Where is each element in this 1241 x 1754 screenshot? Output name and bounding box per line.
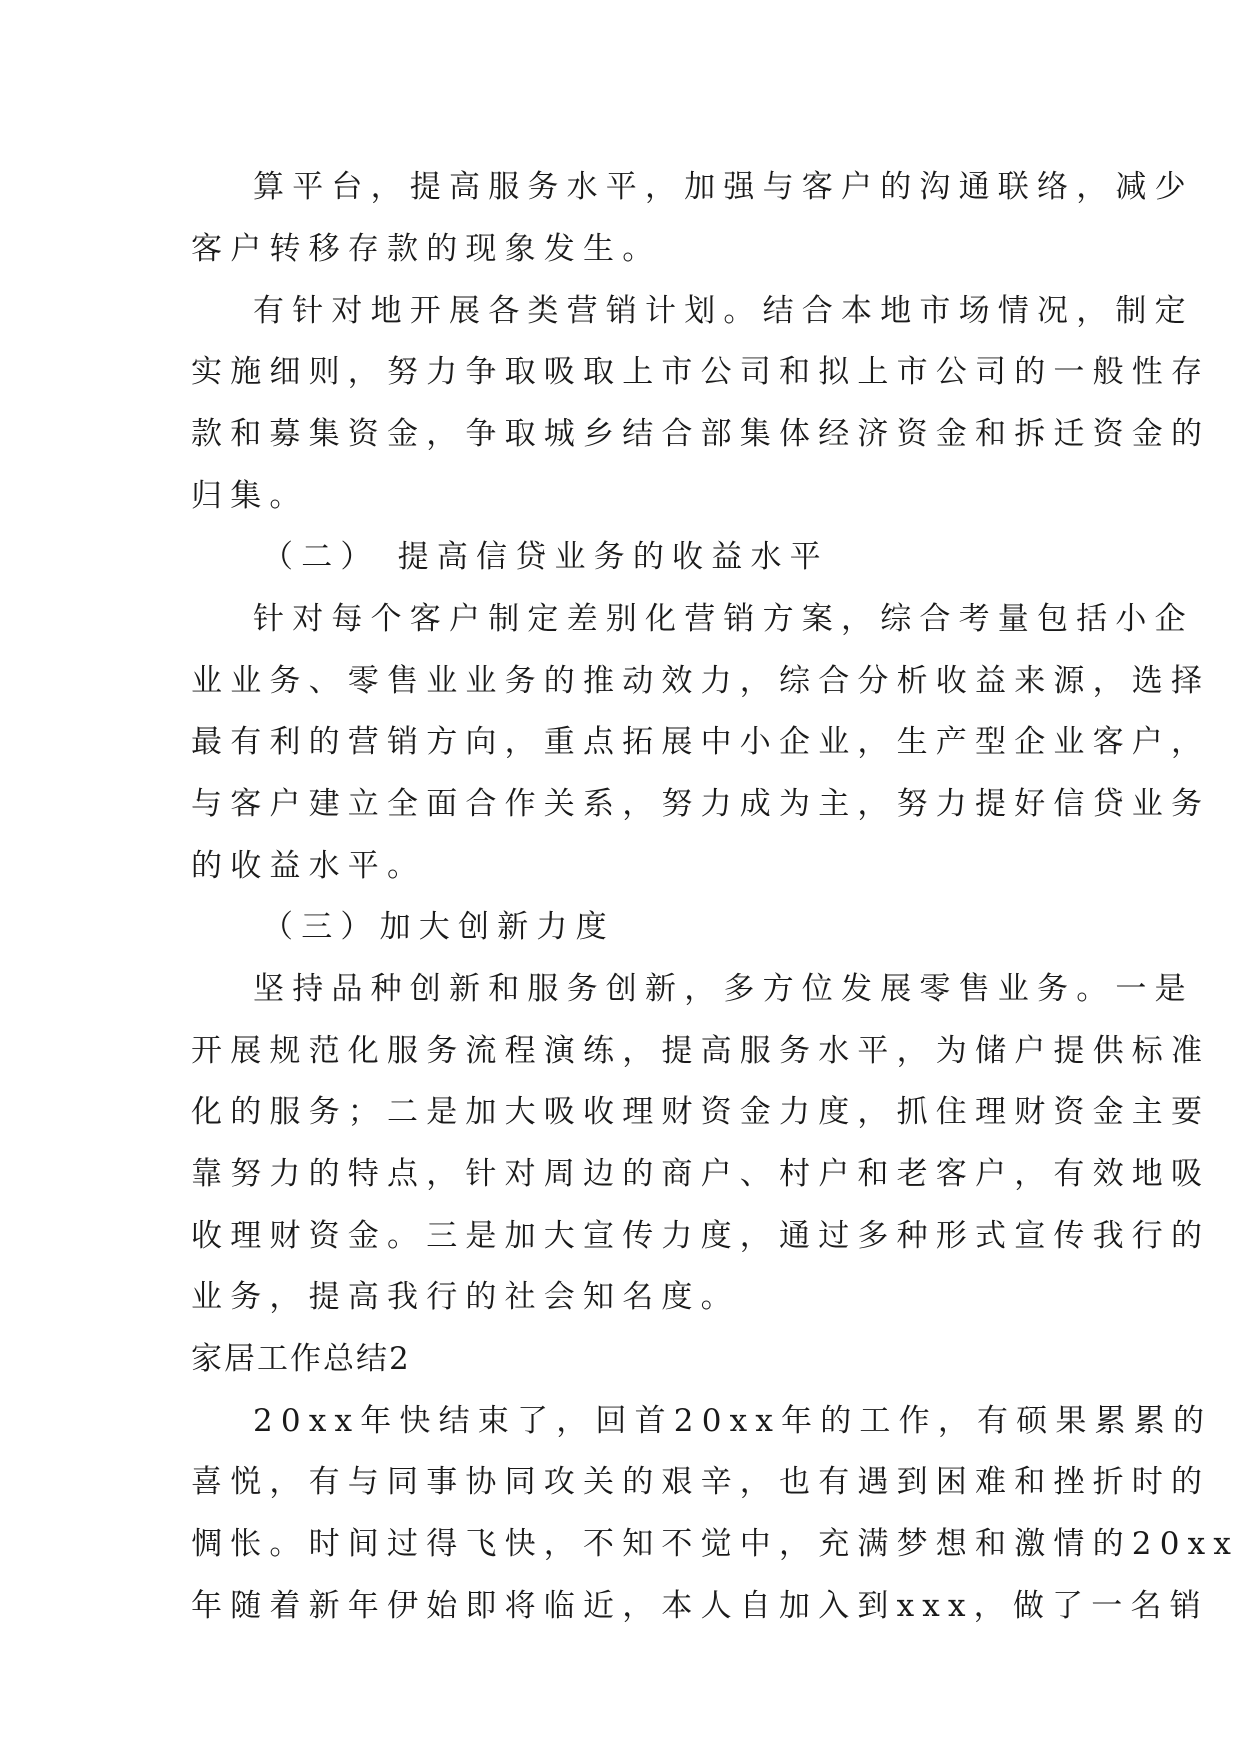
paragraph-line: 针对每个客户制定差别化营销方案，综合考量包括小企 <box>253 601 1194 637</box>
paragraph-line: 收理财资金。三是加大宣传力度，通过多种形式宣传我行的 <box>191 1218 1211 1254</box>
paragraph-line: 靠努力的特点，针对周边的商户、村户和老客户，有效地吸 <box>191 1156 1211 1192</box>
paragraph-line: 客户转移存款的现象发生。 <box>191 231 662 267</box>
paragraph-line: 的收益水平。 <box>191 848 427 884</box>
section-heading: （三）加大创新力度 <box>262 909 615 945</box>
paragraph-line: 最有利的营销方向，重点拓展中小企业，生产型企业客户， <box>191 724 1211 760</box>
paragraph-line: 归集。 <box>191 478 309 514</box>
paragraph-line: 算平台，提高服务水平，加强与客户的沟通联络，减少 <box>253 169 1194 205</box>
paragraph-line: 年随着新年伊始即将临近，本人自加入到xxx，做了一名销 <box>191 1588 1209 1624</box>
paragraph-line: 业务，提高我行的社会知名度。 <box>191 1279 740 1315</box>
paragraph-line: 实施细则，努力争取吸取上市公司和拟上市公司的一般性存 <box>191 354 1211 390</box>
paragraph-line: 坚持品种创新和服务创新，多方位发展零售业务。一是 <box>253 971 1194 1007</box>
paragraph-line: 惆怅。时间过得飞快，不知不觉中，充满梦想和激情的20xx <box>191 1526 1240 1562</box>
section-heading: （二） 提高信贷业务的收益水平 <box>262 539 829 575</box>
paragraph-line: 与客户建立全面合作关系，努力成为主，努力提好信贷业务 <box>191 786 1211 822</box>
paragraph-line: 业业务、零售业业务的推动效力，综合分析收益来源，选择 <box>191 663 1211 699</box>
document-title: 家居工作总结2 <box>191 1341 411 1377</box>
paragraph-line: 化的服务；二是加大吸收理财资金力度，抓住理财资金主要 <box>191 1094 1211 1130</box>
paragraph-line: 20xx年快结束了，回首20xx年的工作，有硕果累累的 <box>253 1403 1213 1439</box>
paragraph-line: 款和募集资金，争取城乡结合部集体经济资金和拆迁资金的 <box>191 416 1211 452</box>
paragraph-line: 有针对地开展各类营销计划。结合本地市场情况，制定 <box>253 293 1194 329</box>
paragraph-line: 喜悦，有与同事协同攻关的艰辛，也有遇到困难和挫折时的 <box>191 1464 1211 1500</box>
paragraph-line: 开展规范化服务流程演练，提高服务水平，为储户提供标准 <box>191 1033 1211 1069</box>
